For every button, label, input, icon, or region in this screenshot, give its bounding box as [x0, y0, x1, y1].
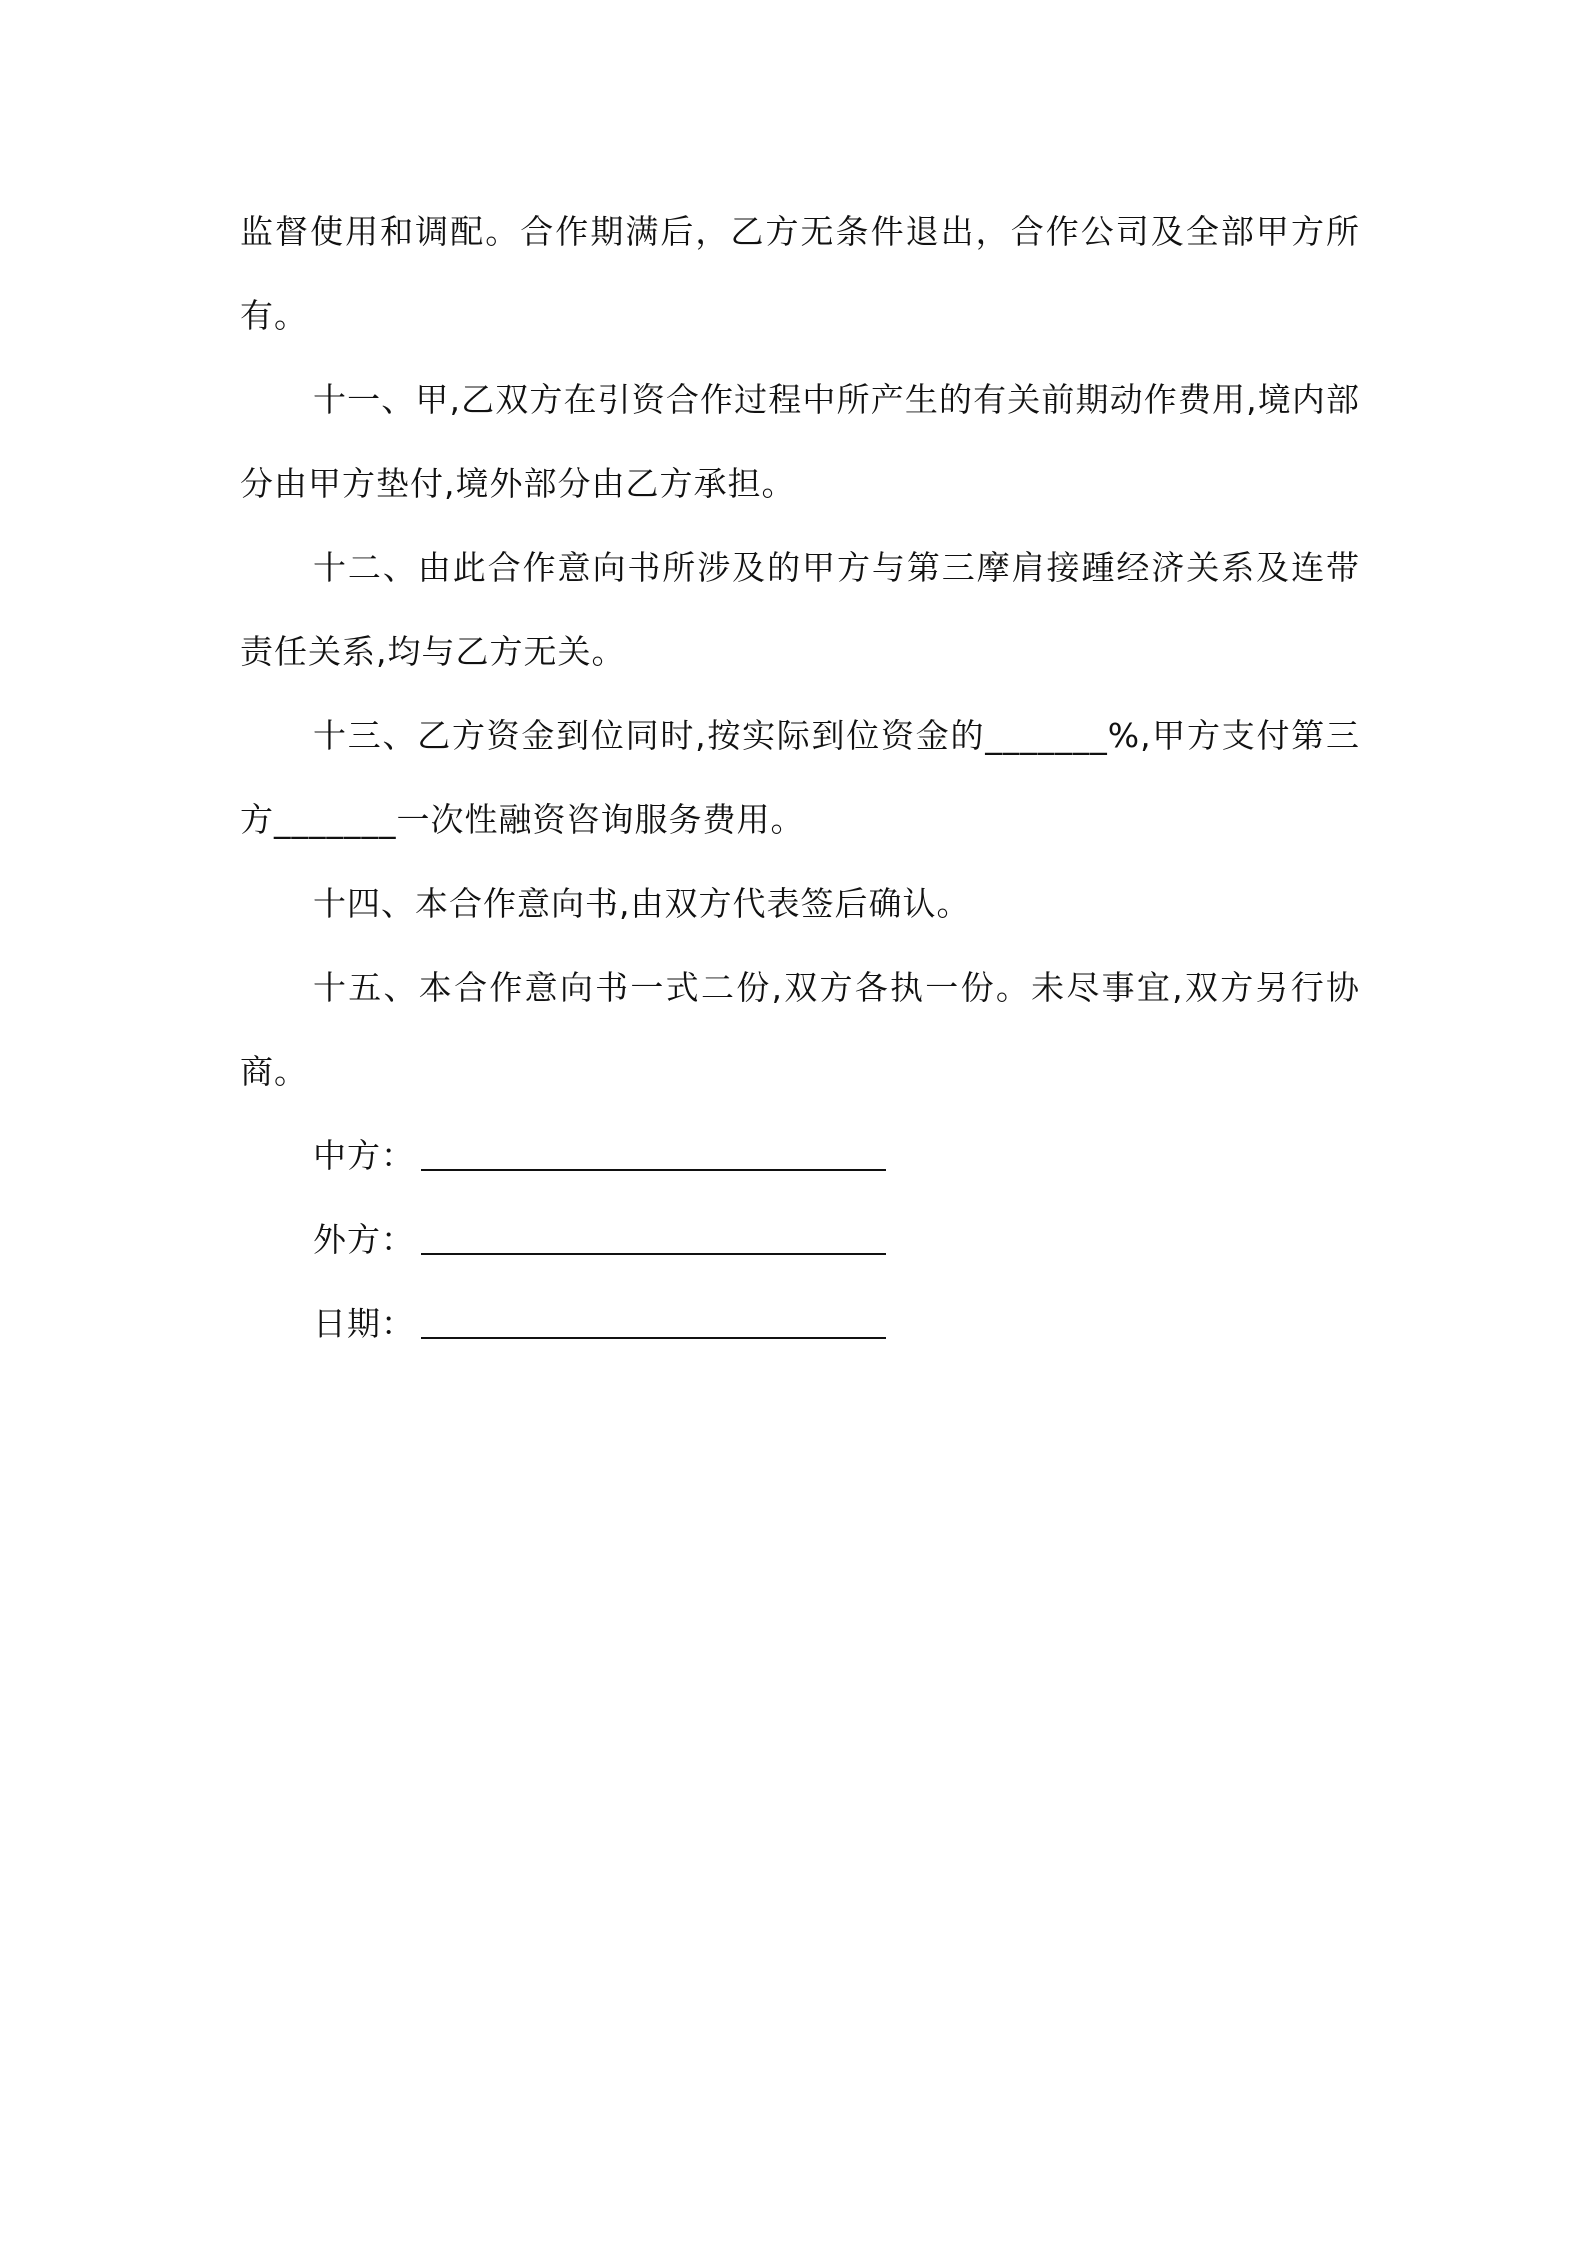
signature-foreign-party [240, 1198, 1360, 1282]
signature-blank-line [421, 1223, 886, 1255]
signature-chinese-party [240, 1114, 1360, 1198]
signature-blank-line [421, 1139, 886, 1171]
signature-label: 外方： [313, 1220, 415, 1259]
clause-11: 十一、甲,乙双方在引资合作过程中所产生的有关前期动作费用,境内部分由甲方垫付,境外部分由乙方承担。 [240, 380, 1360, 503]
clause-13: 十三、乙方资金到位同时,按实际到位资金的_______%,甲方支付第三方_______一次性融资咨询服务费用。 [240, 716, 1360, 839]
signature-date [240, 1282, 1360, 1366]
clause-15: 十五、本合作意向书一式二份,双方各执一份。未尽事宜,双方另行协商。 [240, 968, 1360, 1091]
signature-label: 中方： [313, 1136, 415, 1175]
document-body [240, 190, 1360, 1366]
signature-label: 日期： [313, 1304, 415, 1343]
clause-14: 十四、本合作意向书,由双方代表签后确认。 [313, 884, 971, 923]
paragraph-continuation: 监督使用和调配。合作期满后，乙方无条件退出，合作公司及全部甲方所有。 [240, 212, 1360, 335]
signature-blank-line [421, 1307, 886, 1339]
clause-12: 十二、由此合作意向书所涉及的甲方与第三摩肩接踵经济关系及连带责任关系,均与乙方无关。 [240, 548, 1360, 671]
